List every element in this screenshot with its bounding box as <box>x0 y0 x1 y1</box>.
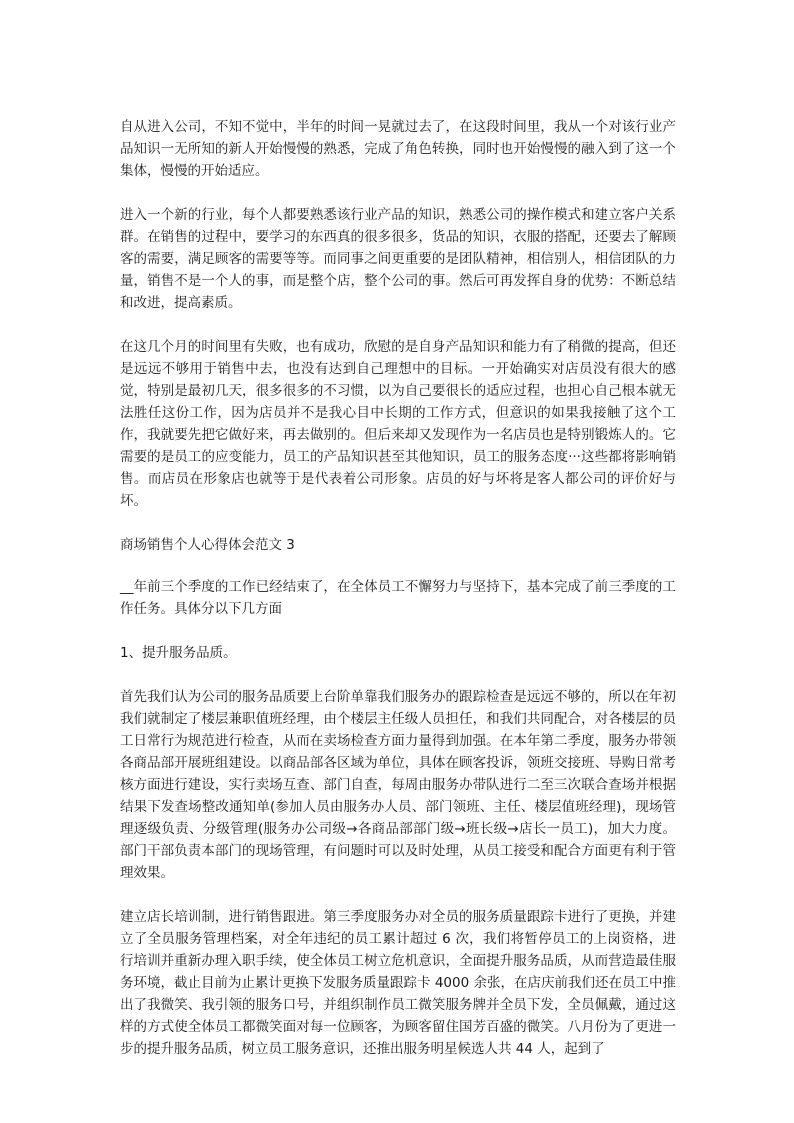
intro-paragraph: __年前三个季度的工作已经结束了，在全体员工不懈努力与坚持下，基本完成了前三季度的工作任务。具体分以下几方面 <box>120 579 676 617</box>
document-body <box>120 116 676 1082</box>
section-title: 商场销售个人心得体会范文 3 <box>120 537 295 553</box>
subheading: 1、提升服务品质。 <box>120 645 237 661</box>
paragraph: 在这几个月的时间里有失败，也有成功，欣慰的是自身产品知识和能力有了稍微的提高，但还是远远不够用于销售中去，也没有达到自己理想中的目标。一开始确实对店员没有很大的感觉，特别是最初几天，很多很多的不习惯，以为自己要很长的适应过程，也担心自己根本就无法胜任这份工作，因为店员并不是我心目中长期的工作方式，但意识的如果我接触了这个工作，我就要先把它做好来，再去做别的。但后来却又发现作为一名店员也是特别锻炼人的。它需要的是员工的应变能力，员工的产品知识甚至其他知识，员工的服务态度···这些都将影响销售。而店员在形象店也就等于是代表着公司形象。店员的好与坏将是客人都公司的评价好与坏。 <box>120 339 676 509</box>
paragraph: 建立店长培训制，进行销售跟进。第三季度服务办对全员的服务质量跟踪卡进行了更换，并建立了全员服务管理档案，对全年违纪的员工累计超过 6 次，我们将暂停员工的上岗资格，进行培训并重新办理入职手续，使全体员工树立危机意识，全面提升服务品质，从而营造最佳服务环境，截止目前为止累计更换下发服务质量跟踪卡 4000 余张，在店庆前我们还在员工中推出了我微笑、我引领的服务口号，并组织制作员工微笑服务牌并全员下发，全员佩戴，通过这样的方式使全体员工都微笑面对每一位顾客，为顾客留住国芳百盛的微笑。八月份为了更进一步的提升服务品质，树立员工服务意识，还推出服务明星候选人共 44 人，起到了 <box>120 909 676 1057</box>
paragraph: 首先我们认为公司的服务品质要上台阶单靠我们服务办的跟踪检查是远远不够的，所以在年初我们就制定了楼层兼职值班经理，由个楼层主任级人员担任，和我们共同配合，对各楼层的员工日常行为规范进行检查，从而在卖场检查方面力量得到加强。在本年第二季度，服务办带领各商品部开展班组建设。以商品部各区域为单位，具体在顾客投诉，领班交接班、导购日常考核方面进行建设，实行卖场互查、部门自查，每周由服务办带队进行二至三次联合查场并根据结果下发查场整改通知单(参加人员由服务办人员、部门领班、主任、楼层值班经理)，现场管理逐级负责、分级管理(服务办公司级→各商品部部门级→班长级→店长一员工)，加大力度。部门干部负责本部门的现场管理，有问题时可以及时处理，从员工接受和配合方面更有利于管理效果。 <box>120 689 676 881</box>
paragraph: 进入一个新的行业，每个人都要熟悉该行业产品的知识，熟悉公司的操作模式和建立客户关系群。在销售的过程中，要学习的东西真的很多很多，货品的知识，衣服的搭配，还要去了解顾客的需要，满足顾客的需要等等。而同事之间更重要的是团队精神，相信别人，相信团队的力量，销售不是一个人的事，而是整个店，整个公司的事。然后可再发挥自身的优势：不断总结和改进，提高素质。 <box>120 207 676 311</box>
paragraph: 自从进入公司，不知不觉中，半年的时间一晃就过去了，在这段时间里，我从一个对该行业产品知识一无所知的新人开始慢慢的熟悉，完成了角色转换，同时也开始慢慢的融入到了这一个集体，慢慢的开始适应。 <box>120 119 676 179</box>
